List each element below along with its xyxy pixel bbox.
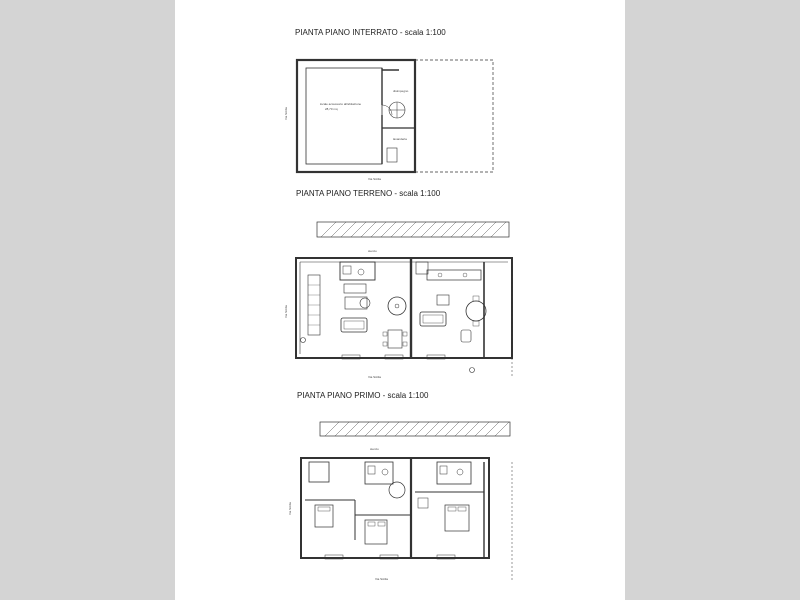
- plan-title-first: PIANTA PIANO PRIMO - scala 1:100: [297, 391, 429, 400]
- basement-plan: [284, 60, 493, 181]
- svg-text:Via Sicilia: Via Sicilia: [368, 177, 381, 181]
- ground-floor-plan: [284, 222, 512, 379]
- svg-text:Via Sicilia: Via Sicilia: [284, 305, 288, 318]
- floor-plans-drawing: [175, 0, 625, 600]
- svg-text:28,70 mq: 28,70 mq: [325, 107, 338, 111]
- svg-text:Via Sicilia: Via Sicilia: [288, 502, 292, 515]
- svg-text:Via Sicilia: Via Sicilia: [375, 577, 388, 581]
- svg-text:disimpegno: disimpegno: [393, 89, 409, 93]
- svg-text:Via Sicilia: Via Sicilia: [368, 375, 381, 379]
- plan-title-ground: PIANTA PIANO TERRENO - scala 1:100: [296, 189, 441, 198]
- plan-title-basement: PIANTA PIANO INTERRATO - scala 1:100: [295, 28, 446, 37]
- svg-text:lavanderia: lavanderia: [393, 137, 407, 141]
- svg-text:stenzo: stenzo: [368, 249, 377, 253]
- first-floor-plan: [288, 422, 512, 581]
- svg-text:stenzo: stenzo: [370, 447, 379, 451]
- svg-text:Via Sicilia: Via Sicilia: [284, 107, 288, 120]
- document-sheet: [175, 0, 625, 600]
- svg-text:locale accessorio all'abitazio: locale accessorio all'abitazione: [320, 102, 362, 106]
